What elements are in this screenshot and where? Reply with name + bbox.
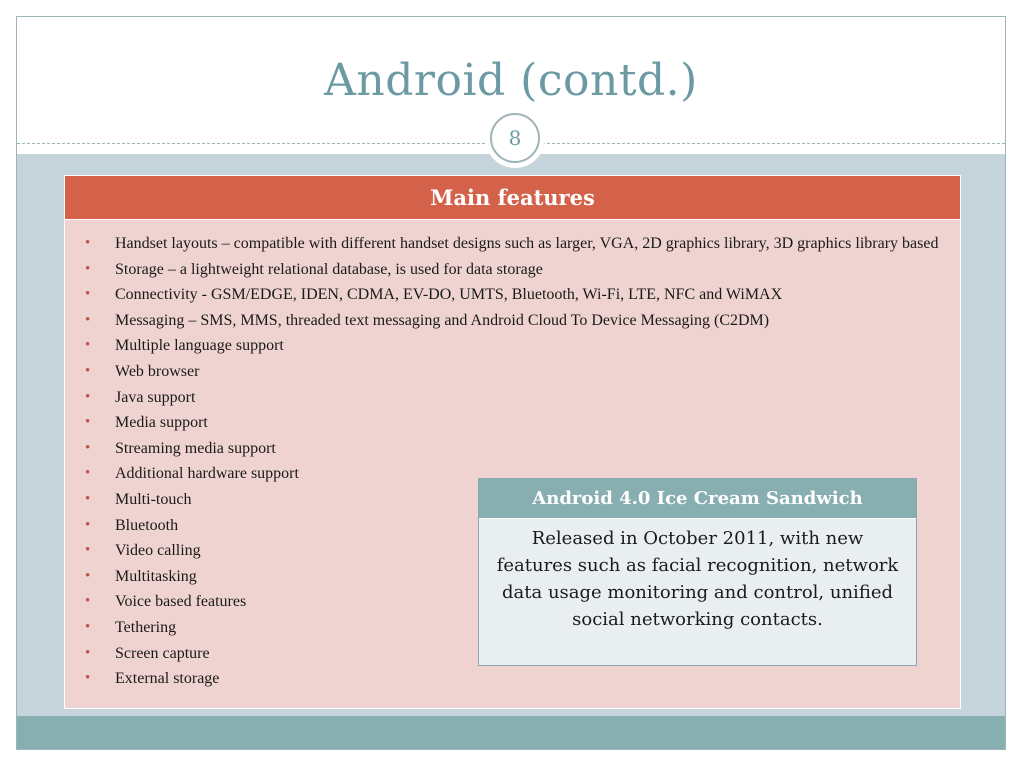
bullet-icon: • [85, 644, 91, 661]
feature-item [65, 438, 942, 459]
feature-text: Screen capture [115, 644, 210, 662]
bullet-icon: • [85, 311, 91, 328]
feature-text: Multiple language support [115, 337, 284, 355]
slide-title: Android (contd.) [324, 55, 698, 106]
feature-text: Connectivity - GSM/EDGE, IDEN, CDMA, EV-DO, UMTS, Bluetooth, Wi-Fi, LTE, NFC and WiMAX [115, 286, 783, 304]
bullet-icon: • [85, 465, 91, 482]
feature-text: Tethering [115, 618, 177, 636]
features-header: Main features [65, 176, 960, 220]
feature-item [65, 233, 942, 254]
slide-number: 8 [490, 113, 540, 163]
feature-item [65, 310, 942, 331]
bullet-icon: • [85, 516, 91, 533]
feature-text: Streaming media support [115, 439, 276, 457]
feature-text: Bluetooth [115, 516, 179, 534]
bullet-icon: • [85, 260, 91, 277]
feature-text: Web browser [115, 362, 200, 380]
bullet-icon: • [85, 414, 91, 431]
feature-item [65, 361, 942, 382]
bullet-icon: • [85, 286, 91, 303]
feature-text: Multitasking [115, 567, 197, 585]
feature-item [65, 387, 942, 408]
feature-text: External storage [115, 670, 220, 688]
ics-body: Released in October 2011, with new features such as facial recognition, network data usage monitoring and control, unified social networking contacts. [496, 528, 899, 630]
bullet-icon: • [85, 593, 91, 610]
bullet-icon: • [85, 618, 91, 635]
bullet-icon: • [85, 388, 91, 405]
ics-header: Android 4.0 Ice Cream Sandwich [479, 479, 916, 519]
bullet-icon: • [85, 542, 91, 559]
bullet-icon: • [85, 567, 91, 584]
bullet-icon: • [85, 490, 91, 507]
bullet-icon: • [85, 337, 91, 354]
feature-text: Storage – a lightweight relational database, is used for data storage [115, 260, 543, 278]
feature-item [65, 335, 942, 356]
feature-item [65, 412, 942, 433]
bullet-icon: • [85, 670, 91, 687]
bullet-icon: • [85, 439, 91, 456]
feature-item [65, 284, 942, 305]
feature-text: Multi-touch [115, 490, 192, 508]
ice-cream-sandwich-box [478, 478, 917, 666]
feature-text: Additional hardware support [115, 465, 299, 483]
footer-band [17, 716, 1005, 750]
bullet-icon: • [85, 235, 91, 251]
feature-text: Voice based features [115, 593, 247, 611]
feature-item [65, 259, 942, 280]
bullet-icon: • [85, 362, 91, 379]
feature-text: Handset layouts – compatible with different handset designs such as larger, VGA, 2D graphics library, 3D graphics library based [115, 235, 939, 252]
feature-text: Video calling [115, 542, 201, 560]
slide [16, 16, 1006, 750]
feature-text: Java support [115, 388, 196, 406]
feature-item [65, 668, 942, 689]
feature-text: Media support [115, 414, 208, 432]
feature-text: Messaging – SMS, MMS, threaded text messaging and Android Cloud To Device Messaging (C2DM) [115, 311, 770, 329]
